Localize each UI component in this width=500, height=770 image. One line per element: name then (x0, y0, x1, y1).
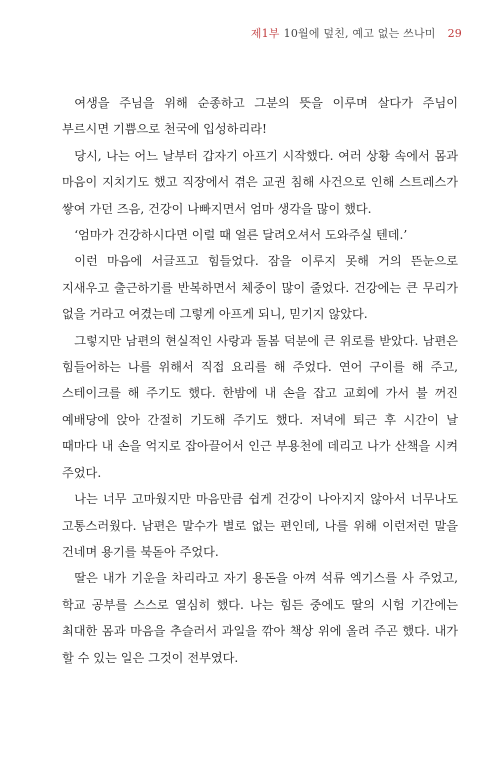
chapter-title: 10월에 덮친, 예고 없는 쓰나미 (283, 27, 436, 40)
paragraph: 그렇지만 남편의 현실적인 사랑과 돌봄 덕분에 큰 위로를 받았다. 남편은 힘들어하는 나를 위해서 직접 요리를 해 주었다. 연어 구이를 해 주고, 스테이크를 해 주기도 했다. 한밤에 내 손을 잡고 교회에 가서 불 꺼진 예배당에 앉아 간절히 기도해 주기도 했다. 저녁에 퇴근 후 시간이 날 때마다 내 손을 억지로 잡아끌어서 인근 부용천에 데리고 나가 산책을 시켜 주었다. (62, 333, 458, 480)
paragraph: 나는 너무 고마웠지만 마음만큼 쉽게 건강이 나아지지 않아서 너무나도 고통스러웠다. 남편은 말수가 별로 없는 편인데, 나를 위해 이런저런 말을 건네며 용기를 북돋아 주었다. (62, 492, 458, 559)
paragraph: 이런 마음에 서글프고 힘들었다. 잠을 이루지 못해 거의 뜬눈으로 지새우고 출근하기를 반복하면서 체중이 많이 줄었다. 건강에는 큰 무리가 없을 거라고 여겼는데 그렇게 아프게 되니, 믿기지 않았다. (62, 254, 458, 322)
quote-paragraph: ‘엄마가 건강하시다면 이럴 때 얼른 달려오셔서 도와주실 텐데.’ (74, 228, 408, 243)
page-number: 29 (447, 27, 462, 40)
body-text (62, 90, 458, 671)
part-label: 제1부 (250, 27, 280, 40)
paragraph: 딸은 내가 기운을 차리라고 자기 용돈을 아껴 석류 엑기스를 사 주었고, 학교 공부를 스스로 열심히 했다. 나는 힘든 중에도 딸의 시험 기간에는 최대한 몸과 마음을 추슬러서 과일을 깎아 책상 위에 올려 주곤 했다. 내가 할 수 있는 일은 그것이 전부였다. (62, 571, 458, 665)
running-header (251, 25, 462, 41)
paragraph: 당시, 나는 어느 날부터 갑자기 아프기 시작했다. 여러 상황 속에서 몸과 마음이 지치기도 했고 직장에서 겪은 교권 침해 사건으로 인해 스트레스가 쌓여 가던 즈음, 건강이 나빠지면서 엄마 생각을 많이 했다. (62, 148, 458, 216)
paragraph: 여생을 주님을 위해 순종하고 그분의 뜻을 이루며 살다가 주님이 부르시면 기쁨으로 천국에 입성하리라! (62, 96, 458, 137)
